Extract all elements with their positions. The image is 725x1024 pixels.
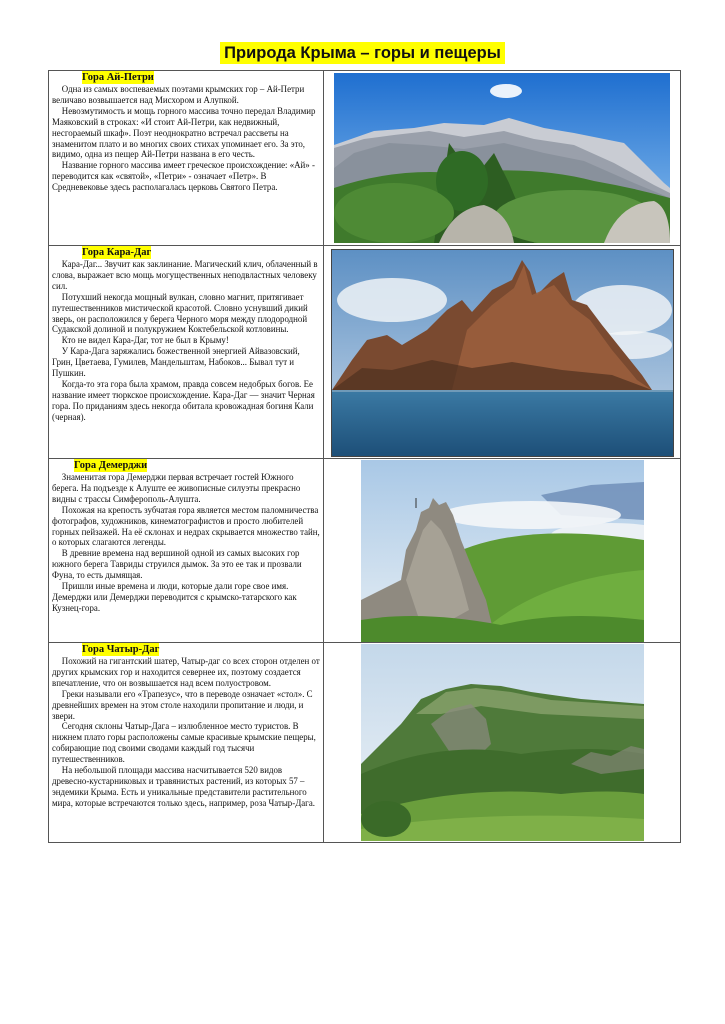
- content-table: [48, 70, 681, 843]
- table-row: [49, 246, 681, 459]
- paragraph: Пришли иные времена и люди, которые дали горе свое имя. Демерджи или Демерджи переводится с крымско-татарского как Кузнец-гора.: [52, 581, 297, 613]
- photo-ai-petri: [334, 73, 670, 243]
- text-cell-kara-dag: [49, 246, 324, 459]
- paragraph: Когда-то эта гора была храмом, правда совсем недобрых богов. Ее название имеет тюркское происхождение. Кара-Даг — значит Черная гора. По приданиям здесь некогда обитала кровожадная богиня Кали (черная).: [52, 378, 315, 422]
- heading-demerdzhi: Гора Демерджи: [74, 460, 148, 471]
- paragraph: Потухший некогда мощный вулкан, словно магнит, притягивает путешественников мистической красотой. Словно уснувший дикий зверь, он расположился у берега Черного моря между плодородной Судакской долиной и полукружием Коктебельской котловины.: [52, 291, 308, 335]
- paragraph: Похожий на гигантский шатер, Чатыр-даг со всех сторон отделен от других крымских гор и находится севернее их, поэтому создается впечатление, что он возвышается над всем полуостровом.: [52, 656, 320, 688]
- paragraph: Похожая на крепость зубчатая гора является местом паломничества фотографов, художников, кинематографистов и просто любителей горных пейзажей. На её склонах и недрах скрывается множество тайн, о которых слагаются легенды.: [52, 504, 320, 548]
- image-cell-ai-petri: [324, 71, 681, 246]
- paragraph: Невозмутимость и мощь горного массива точно передал Владимир Маяковский в строках: «И стоит Ай-Петри, как недвижный, несгораемый шкаф». Поэт неоднократно встречал рассветы на знаменитом плато и во многих своих стихах упоминает его. За это, видимо, одна из пещер Ай-Петри названа в его честь.: [52, 105, 316, 160]
- paragraph: Кто не видел Кара-Даг, тот не был в Крыму!: [61, 335, 229, 346]
- heading-chatyr-dag: Гора Чатыр-Даг: [82, 644, 160, 655]
- paragraph: В древние времена над вершиной одной из самых высоких гор южного берега Тавриды струился дымок. За это ее так и прозвали Фуна, то есть дымящая.: [52, 548, 302, 581]
- photo-demerdzhi: [361, 460, 644, 642]
- heading-kara-dag: Гора Кара-Даг: [82, 247, 152, 258]
- paragraph: Сегодня склоны Чатыр-Дага – излюбленное место туристов. В нижнем плато горы расположены самые красивые крымские пещеры, собирающие под своими сводами каждый год тысячи путешественников.: [52, 721, 316, 765]
- table-row: [49, 459, 681, 643]
- paragraph: На небольшой площади массива насчитывается 520 видов древесно-кустарниковых и травянистых растений, из которых 57 – эндемики Крыма. Есть и уникальные представители растительного мира, которые встречаются только здесь, например, роза Чатыр-Дага.: [52, 765, 315, 808]
- text-cell-demerdzhi: [49, 459, 324, 643]
- paragraph: Греки называли его «Трапезус», что в переводе означает «стол». С древнейших времен на этом столе находили пропитание и люди, и звери.: [52, 688, 313, 721]
- paragraph: Одна из самых воспеваемых поэтами крымских гор – Ай-Петри величаво возвышается над Мисхором и Алупкой.: [52, 84, 305, 105]
- page-title: Природа Крыма – горы и пещеры: [220, 42, 505, 64]
- title-wrapper: [0, 42, 725, 64]
- table-row: [49, 71, 681, 246]
- paragraph: У Кара-Дага заряжались божественной энергией Айвазовский, Грин, Цветаева, Гумилев, Мандельштам, Набоков... Бывал тут и Пушкин.: [52, 346, 300, 379]
- paragraph: Знаменитая гора Демерджи первая встречает гостей Южного берега. На подъезде к Алуште ее живописные силуэты прекрасно видны с трассы Симферополь-Алушта.: [52, 472, 301, 504]
- text-cell-ai-petri: [49, 71, 324, 246]
- paragraph: Кара-Даг... Звучит как заклинание. Магический клич, облаченный в слова, выражает всю мощь могущественных неподвластных человеку сил.: [52, 259, 318, 291]
- paragraph: Название горного массива имеет греческое происхождение: «Ай» - переводится как «святой», «Петри» - означает «Петр». В Средневековье здесь располагалась церковь Святого Петра.: [52, 160, 315, 193]
- photo-kara-dag: [331, 249, 674, 457]
- photo-chatyr-dag: [361, 644, 644, 841]
- image-cell-demerdzhi: [324, 459, 681, 643]
- image-cell-chatyr-dag: [324, 643, 681, 843]
- text-cell-chatyr-dag: [49, 643, 324, 843]
- heading-ai-petri: Гора Ай-Петри: [82, 72, 154, 83]
- table-row: [49, 643, 681, 843]
- image-cell-kara-dag: [324, 246, 681, 459]
